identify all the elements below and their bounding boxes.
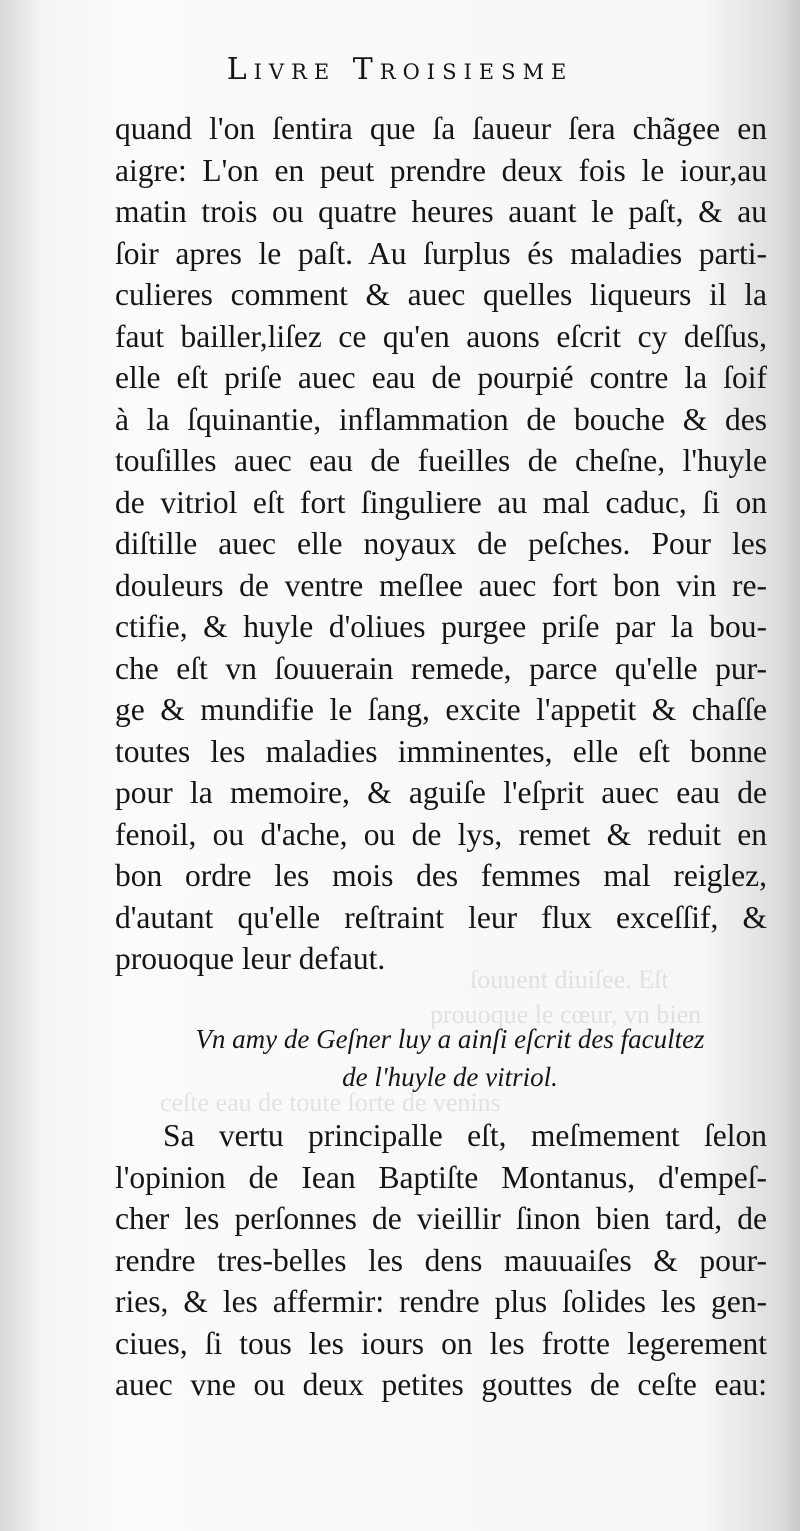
show-through-text: ſouuent diuiſee. Eſt [470,965,669,994]
paragraph-1 [115,108,767,980]
text-line: fenoil, ou d'ache, ou de lys, remet & reduit en [115,816,767,852]
text-line: rendre tres-belles les dens mauuaiſes & pour- [115,1242,767,1278]
text-line: d'autant qu'elle reſtraint leur flux exceſſif, & [115,899,767,935]
paragraph-2 [115,1115,767,1406]
text-line: diſtille auec elle noyaux de peſches. Pour les [115,526,767,561]
section-heading [140,1020,760,1096]
text-line: quand l'on ſentira que ſa ſaueur ſera chãgee en [115,111,767,146]
text-line: ſoir apres le paſt. Au ſurplus és maladies parti- [115,235,767,271]
text-line: ciues, ſi tous les iours on les frotte legerement [115,1325,767,1361]
text-line: l'opinion de Iean Baptiſte Montanus, d'empeſ- [115,1159,767,1195]
heading-line: Vn amy de Geſner luy a ainſi eſcrit des facultez [195,1024,705,1054]
text-line: ctifie, & huyle d'oliues purgee priſe par la bou- [115,609,767,644]
text-line: faut bailler,liſez ce qu'en auons eſcrit cy deſſus, [115,318,767,354]
text-line: ries, & les affermir: rendre plus ſolides les gen- [115,1284,767,1319]
text-line: matin trois ou quatre heures auant le paſt, & au [115,194,767,229]
text-line: de vitriol eſt fort ſinguliere au mal caduc, ſi on [115,484,767,520]
text-line: ge & mundifie le ſang, excite l'appetit & chaſſe [115,692,767,727]
text-line: touſilles auec eau de fueilles de cheſne, l'huyle [115,443,767,478]
text-line: bon ordre les mois des femmes mal reiglez, [115,858,767,893]
text-line: aigre: L'on en peut prendre deux fois le iour,au [115,152,767,188]
text-line: che eſt vn ſouuerain remede, parce qu'elle pur- [115,650,767,686]
running-header: Livre Troisiesme [226,52,574,87]
text-line: toutes les maladies imminentes, elle eſt bonne [115,733,767,769]
text-line: à la ſquinantie, inflammation de bouche & des [115,401,767,437]
heading-line: de l'huyle de vitriol. [342,1062,558,1092]
text-line: pour la memoire, & aguiſe l'eſprit auec eau de [115,775,767,810]
show-through-text: ceſte eau de toute ſorte de venins [160,1088,501,1117]
text-line: elle eſt priſe auec eau de pourpié contre la ſoif [115,360,767,395]
text-line: cher les perſonnes de vieillir ſinon bien tard, de [115,1201,767,1236]
text-line: prouoque leur defaut. [115,941,386,976]
text-line: douleurs de ventre meſlee auec fort bon vin re- [115,567,767,603]
text-line: auec vne ou deux petites gouttes de ceſte eau: [115,1367,767,1402]
text-line: Sa vertu principalle eſt, meſmement ſelon [163,1118,767,1153]
show-through-text: prouoque le cœur, vn bien [430,1000,702,1029]
text-line: culieres comment & auec quelles liqueurs il la [115,277,767,312]
